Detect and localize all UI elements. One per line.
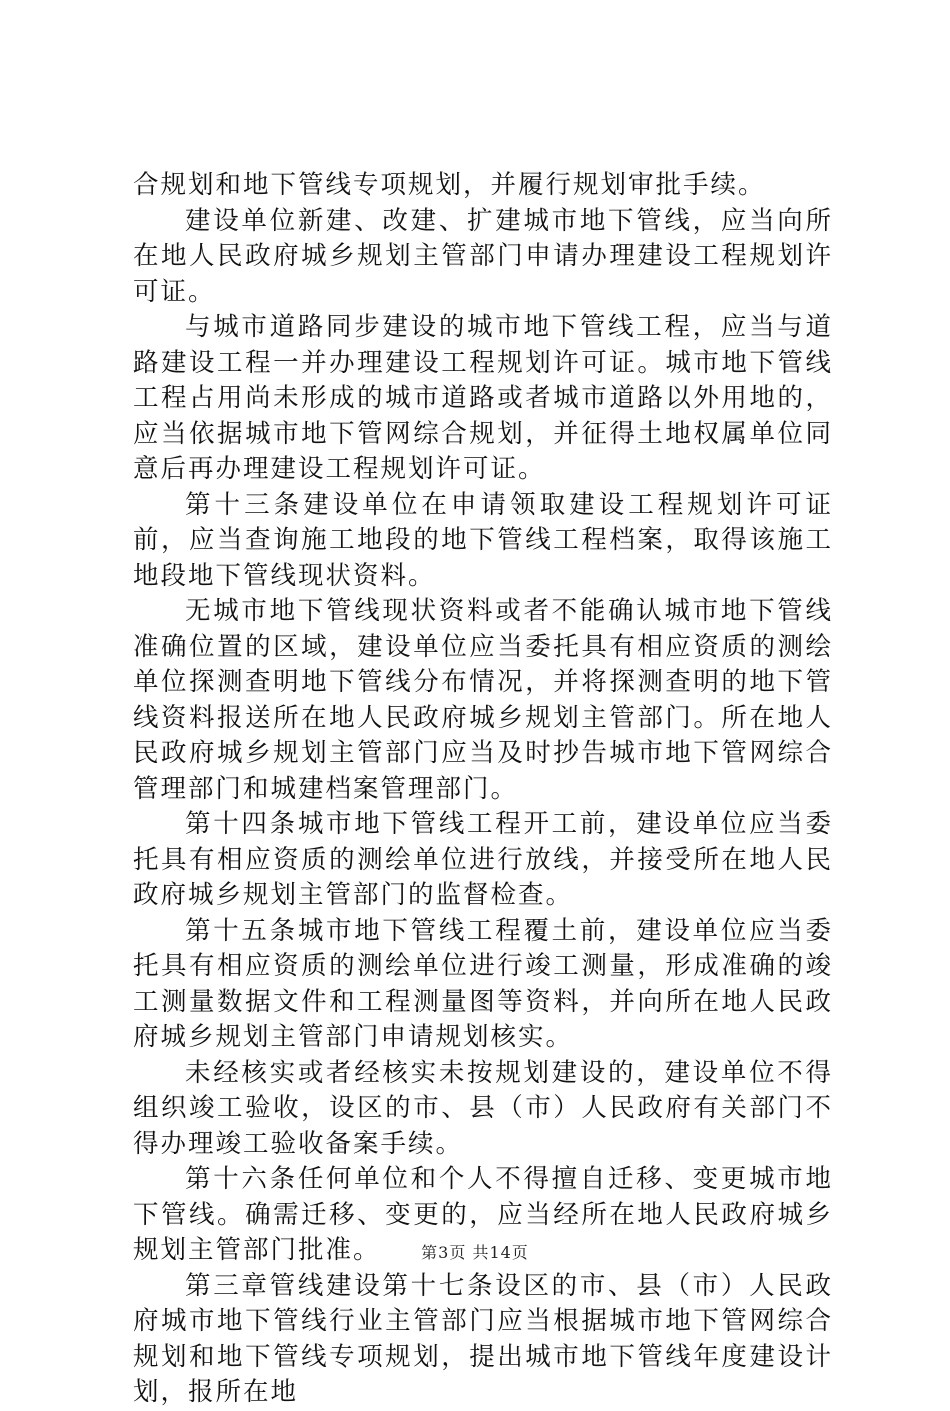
document-body [133,168,833,1411]
paragraph: 与城市道路同步建设的城市地下管线工程，应当与道路建设工程一并办理建设工程规划许可证。城市地下管线工程占用尚未形成的城市道路或者城市道路以外用地的，应当依据城市地下管网综合规划，并征得土地权属单位同意后再办理建设工程规划许可证。 [133,312,833,484]
paragraph: 建设单位新建、改建、扩建城市地下管线，应当向所在地人民政府城乡规划主管部门申请办理建设工程规划许可证。 [133,205,833,307]
page-number-footer: 第3页 共14页 [421,1243,529,1262]
paragraph: 第三章管线建设第十七条设区的市、县（市）人民政府城市地下管线行业主管部门应当根据城市地下管网综合规划和地下管线专项规划，提出城市地下管线年度建设计划，报所在地 [133,1270,833,1407]
paragraph: 未经核实或者经核实未按规划建设的，建设单位不得组织竣工验收，设区的市、县（市）人民政府有关部门不得办理竣工验收备案手续。 [133,1057,833,1159]
paragraph: 第十三条建设单位在申请领取建设工程规划许可证前，应当查询施工地段的地下管线工程档案，取得该施工地段地下管线现状资料。 [133,489,833,591]
paragraph: 无城市地下管线现状资料或者不能确认城市地下管线准确位置的区域，建设单位应当委托具有相应资质的测绘单位探测查明地下管线分布情况，并将探测查明的地下管线资料报送所在地人民政府城乡规划主管部门。所在地人民政府城乡规划主管部门应当及时抄告城市地下管网综合管理部门和城建档案管理部门。 [133,596,833,804]
paragraph: 第十六条任何单位和个人不得擅自迁移、变更城市地下管线。确需迁移、变更的，应当经所在地人民政府城乡规划主管部门批准。 [133,1164,833,1265]
paragraph: 合规划和地下管线专项规划，并履行规划审批手续。 [133,170,766,200]
paragraph: 第十四条城市地下管线工程开工前，建设单位应当委托具有相应资质的测绘单位进行放线，并接受所在地人民政府城乡规划主管部门的监督检查。 [133,809,833,910]
paragraph: 第十五条城市地下管线工程覆土前，建设单位应当委托具有相应资质的测绘单位进行竣工测量，形成准确的竣工测量数据文件和工程测量图等资料，并向所在地人民政府城乡规划主管部门申请规划核实。 [133,915,833,1052]
